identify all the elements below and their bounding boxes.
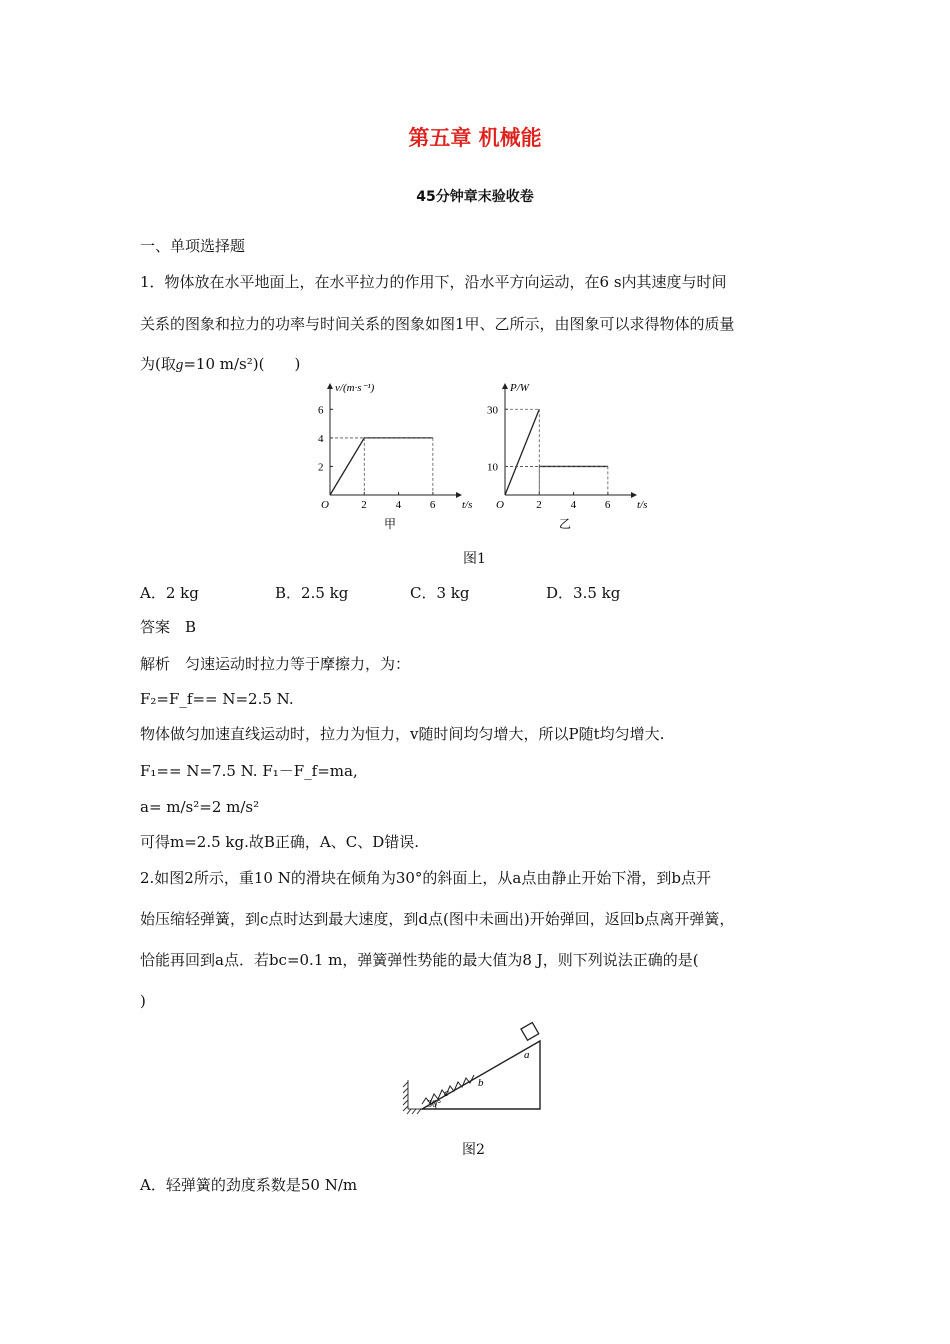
slider-block <box>521 1023 539 1041</box>
q1-equation-4: a= m/s²=2 m/s² <box>140 798 260 816</box>
chart-yi-x-arrow <box>631 492 637 498</box>
q2-text-line-4: ) <box>140 992 146 1010</box>
chart-jia-x-tick-label: 2 <box>361 499 367 511</box>
figure-1-caption: 图1 <box>463 551 486 567</box>
q1-equation-2: 物体做匀加速直线运动时，拉力为恒力，v随时间均匀增大，所以P随t均匀增大. <box>140 725 665 743</box>
chart-jia-x-tick-label: 6 <box>429 499 436 511</box>
wall-hatching <box>403 1080 422 1114</box>
chart-yi-x-label: t/s <box>637 499 648 511</box>
point-a-label: a <box>524 1049 530 1061</box>
chart-yi-x-tick-label: 6 <box>604 499 611 511</box>
chapter-title: 第五章 机械能 <box>408 126 542 150</box>
q1-text-line-3: 为(取g=10 m/s²)( ) <box>140 355 301 373</box>
chart-jia-y-tick-label: 4 <box>318 432 324 445</box>
q2-text-line-3: 恰能再回到a点．若bc=0.1 m，弹簧弹性势能的最大值为8 J，则下列说法正确的是( <box>140 951 699 969</box>
q2-option-a: A．轻弹簧的劲度系数是50 N/m <box>140 1176 358 1194</box>
point-b-label: b <box>478 1077 484 1089</box>
q2-text-line-1: 2.如图2所示，重10 N的滑块在倾角为30°的斜面上，从a点由静止开始下滑，到b点开 <box>140 869 711 887</box>
q1-text-line-2: 关系的图象和拉力的功率与时间关系的图象如图1甲、乙所示，由图象可以求得物体的质量 <box>140 315 735 333</box>
chart-jia-y-label: v/(m·s⁻¹) <box>335 382 375 394</box>
chart-jia-y-tick-label: 2 <box>318 461 324 474</box>
exam-subtitle: 45分钟章末验收卷 <box>416 189 534 205</box>
q1-answer: 答案 B <box>140 618 197 636</box>
chart-yi-y-arrow <box>502 383 508 389</box>
chart-jia-x-tick-label: 4 <box>395 499 402 511</box>
option-d: D．3.5 kg <box>546 584 621 602</box>
q1-conclusion: 可得m=2.5 kg.故B正确，A、C、D错误. <box>140 833 420 851</box>
chart-jia-origin-label: O <box>321 499 329 511</box>
chart-jia-series-line-0 <box>330 438 433 495</box>
option-c: C．3 kg <box>410 584 470 602</box>
chart-yi-origin-label: O <box>496 499 504 511</box>
chart-jia-title: 甲 <box>384 517 397 531</box>
q1-equation-3: F₁== N=7.5 N. F₁－F_f=ma, <box>140 762 358 780</box>
chart-jia-x-label: t/s <box>462 499 473 511</box>
point-c-label: c <box>444 1087 449 1099</box>
angle-label: 30° <box>427 1099 441 1110</box>
q1-text-line-1: 1．物体放在水平地面上，在水平拉力的作用下，沿水平方向运动，在6 s内其速度与时间 <box>140 273 727 291</box>
q1-equation-1: F₂=F_f== N=2.5 N. <box>140 690 294 708</box>
chart-jia-x-arrow <box>456 492 462 498</box>
chart-yi-y-tick-label: 10 <box>487 461 498 474</box>
q1-analysis: 解析 匀速运动时拉力等于摩擦力，为： <box>140 655 411 673</box>
section-heading: 一、单项选择题 <box>140 237 246 255</box>
chart-yi-series-line-0 <box>505 409 539 495</box>
chart-jia-y-arrow <box>327 383 333 389</box>
figure-2-incline <box>400 1018 550 1118</box>
chart-yi-y-tick-label: 30 <box>487 404 498 417</box>
chart-yi-title: 乙 <box>559 517 572 531</box>
chart-yi-x-tick-label: 4 <box>570 499 577 511</box>
figure-2-caption: 图2 <box>462 1142 485 1158</box>
chart-yi-y-label: P/W <box>510 382 529 394</box>
option-a: A．2 kg <box>140 584 199 602</box>
chart-yi-x-tick-label: 2 <box>536 499 542 511</box>
q2-text-line-2: 始压缩轻弹簧，到c点时达到最大速度，到d点(图中未画出)开始弹回，返回b点离开弹簧， <box>140 910 735 928</box>
chart-jia-y-tick-label: 6 <box>318 404 324 417</box>
figure-1-graphs <box>300 380 648 540</box>
option-b: B．2.5 kg <box>275 584 349 602</box>
